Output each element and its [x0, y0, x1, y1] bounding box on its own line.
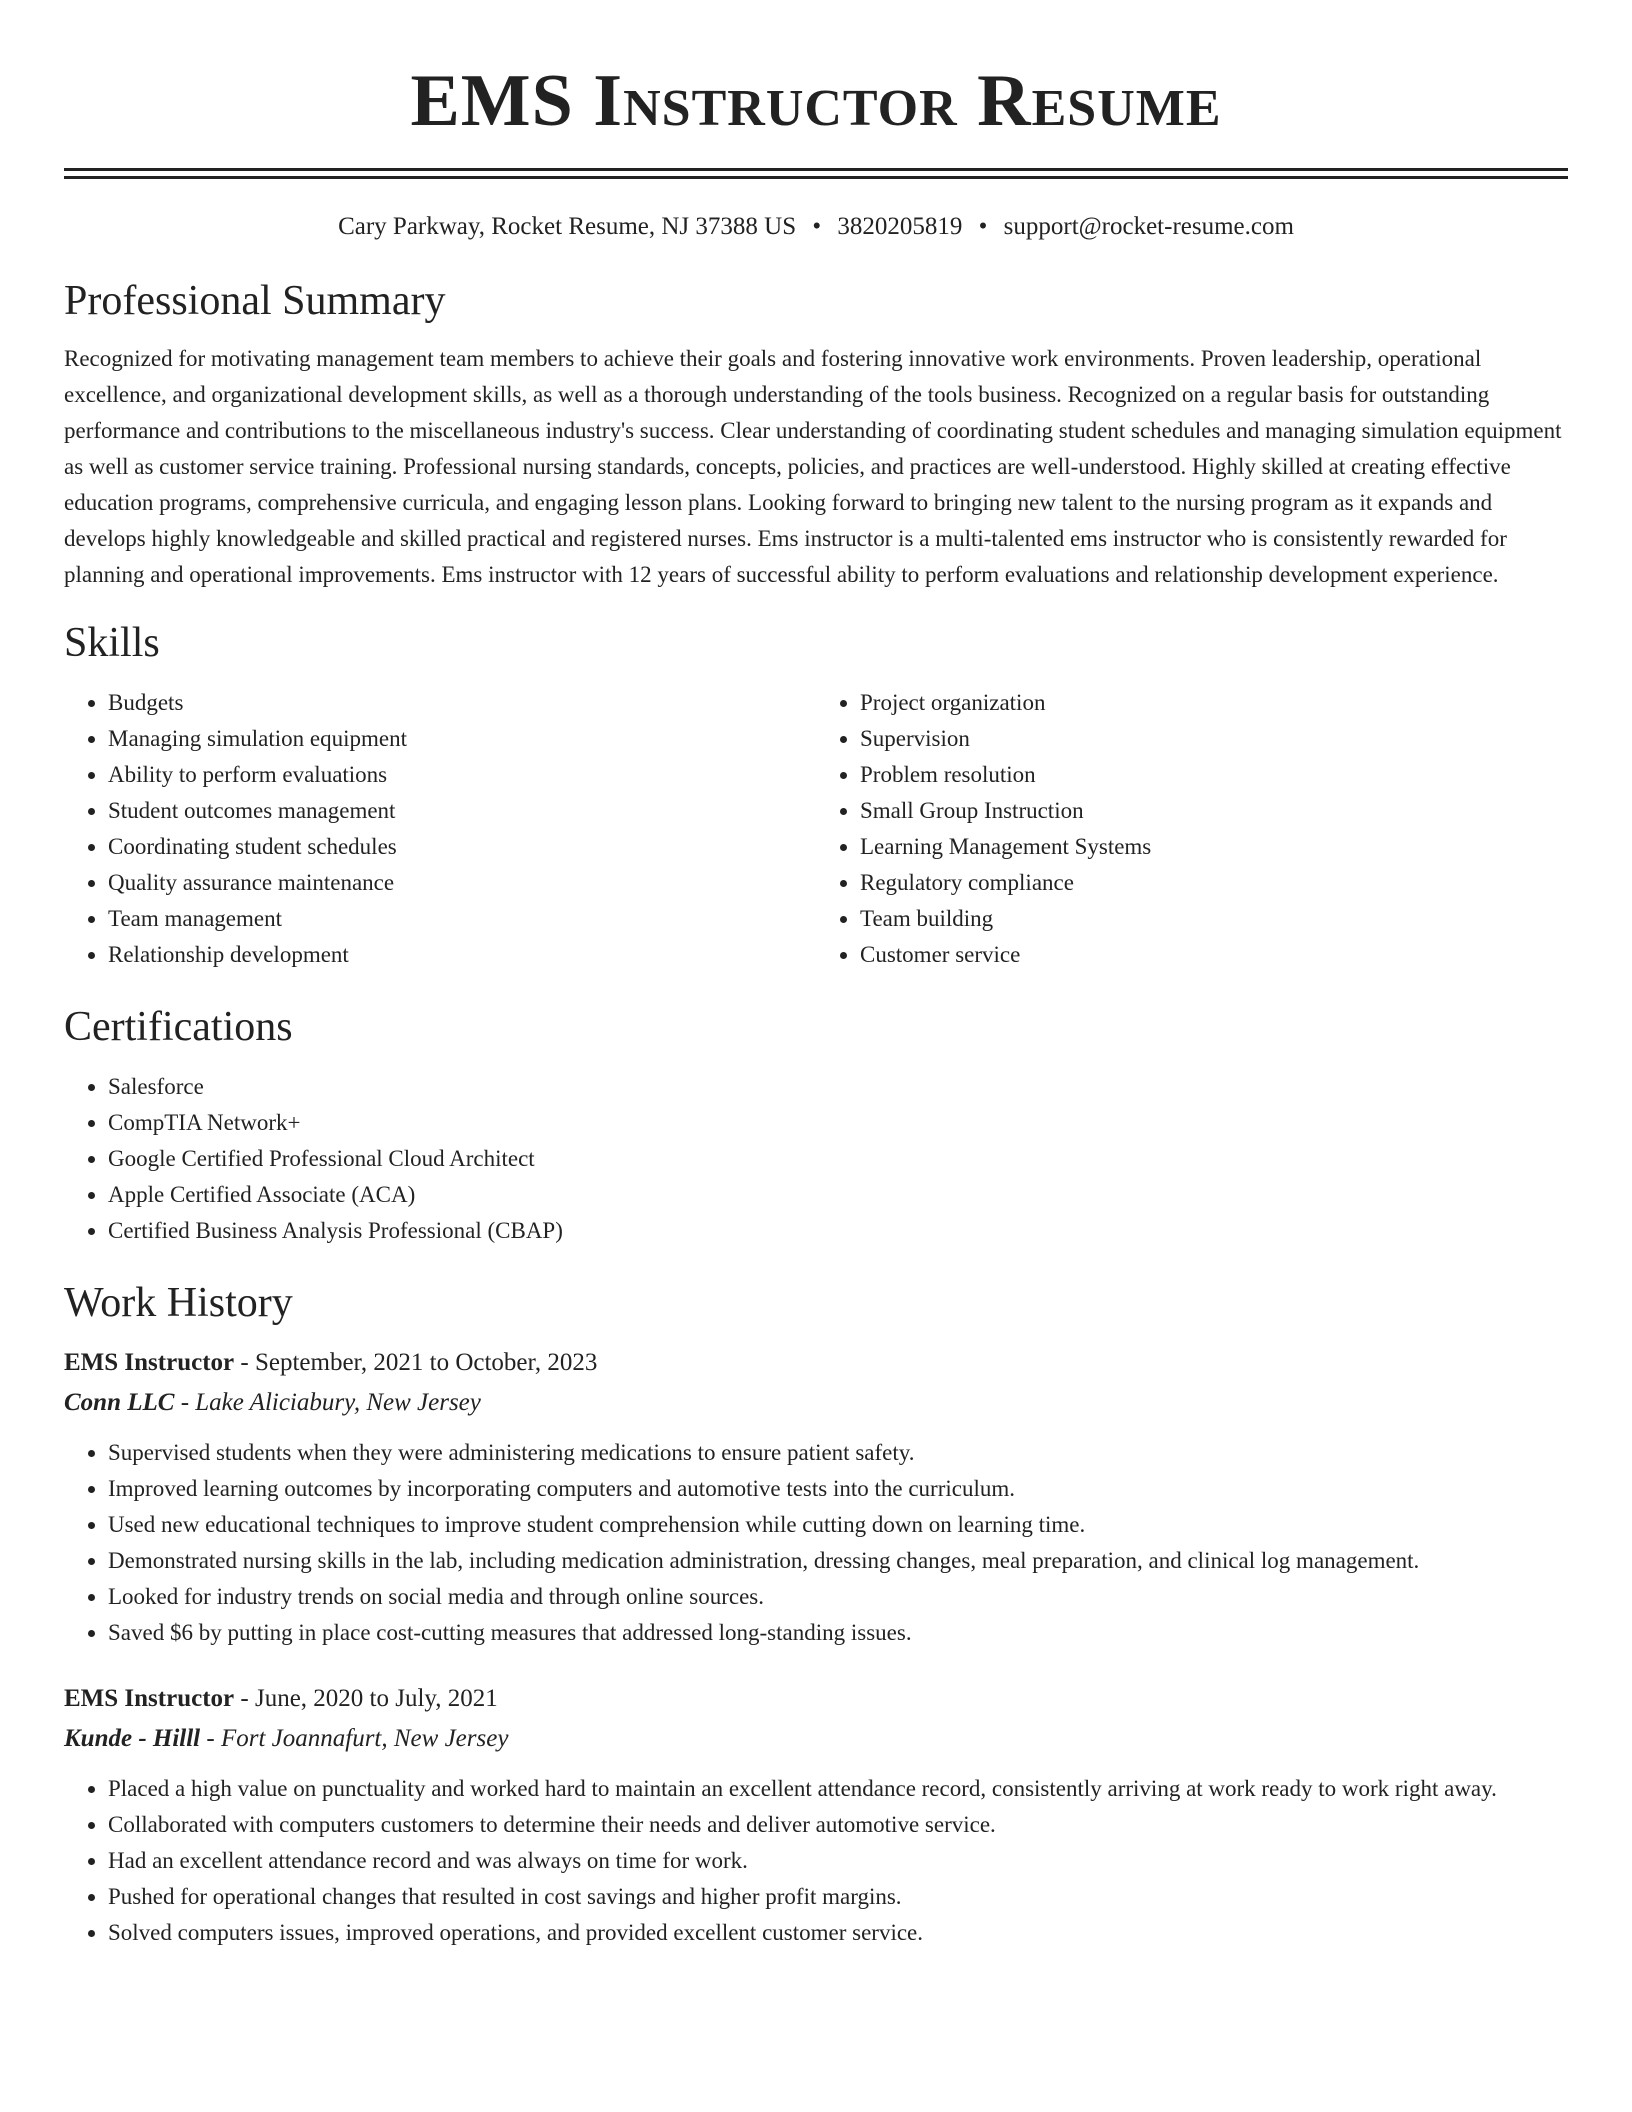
- skill-item: • Problem resolution: [860, 757, 1568, 793]
- summary-text: Recognized for motivating management team members to achieve their goals and fostering innovative work environments. Proven leadership, operational excellence, and organizational development skills, as well as a thorough understanding of the tools business. Recognized on a regular basis for outstanding performance and contributions to the miscellaneous industry's success. Clear understanding of coordinating student schedules and managing simulation equipment as well as customer service training. Professional nursing standards, concepts, policies, and practices are well-understood. Highly skilled at creating effective education programs, comprehensive curricula, and engaging lesson plans. Looking forward to bringing new talent to the nursing program as it expands and develops highly knowledgeable and skilled practical and registered nurses. Ems instructor is a multi-talented ems instructor who is consistently rewarded for planning and operational improvements. Ems instructor with 12 years of successful ability to perform evaluations and relationship development experience.: [64, 346, 1562, 587]
- job-bullet: • Placed a high value on punctuality and worked hard to maintain an excellent attendance record, consistently arriving at work ready to work right away.: [108, 1771, 1568, 1807]
- skill-item: • Regulatory compliance: [860, 865, 1568, 901]
- job-location: - Lake Aliciabury, New Jersey: [174, 1389, 481, 1416]
- contact-address: Cary Parkway, Rocket Resume, NJ 37388 US: [338, 213, 797, 240]
- job-company-line: [64, 1385, 1568, 1421]
- job-bullet: • Pushed for operational changes that resulted in cost savings and higher profit margins.: [108, 1879, 1568, 1915]
- certifications-heading: Certifications: [64, 1004, 293, 1050]
- job-bullet: • Saved $6 by putting in place cost-cutting measures that addressed long-standing issues.: [108, 1615, 1568, 1651]
- skill-item: • Team management: [108, 901, 816, 937]
- skill-item: • Small Group Instruction: [860, 793, 1568, 829]
- skill-item: • Relationship development: [108, 937, 816, 973]
- certification-item: • Apple Certified Associate (ACA): [108, 1177, 1568, 1213]
- skill-item: • Customer service: [860, 937, 1568, 973]
- skill-item: • Managing simulation equipment: [108, 721, 816, 757]
- job-bullet: • Supervised students when they were administering medications to ensure patient safety.: [108, 1435, 1568, 1471]
- skills-columns: [64, 685, 1568, 973]
- job-company: Conn LLC: [64, 1389, 175, 1416]
- certification-item: • Certified Business Analysis Professional (CBAP): [108, 1213, 1568, 1249]
- job-title-line: [64, 1681, 1568, 1717]
- job-title-line: [64, 1345, 1568, 1381]
- certifications-list: [64, 1069, 1568, 1249]
- job-title: EMS Instructor: [64, 1349, 235, 1376]
- title-rule-bottom: [64, 176, 1568, 179]
- job-bullet: • Had an excellent attendance record and was always on time for work.: [108, 1843, 1568, 1879]
- job-bullets: [64, 1435, 1568, 1651]
- job-dates: - September, 2021 to October, 2023: [234, 1349, 598, 1376]
- certification-item: • Google Certified Professional Cloud Architect: [108, 1141, 1568, 1177]
- job-location: - Fort Joannafurt, New Jersey: [200, 1725, 509, 1752]
- summary-heading: Professional Summary: [64, 278, 446, 324]
- job-entry: [64, 1681, 1568, 1951]
- job-bullet: • Used new educational techniques to improve student comprehension while cutting down on learning time.: [108, 1507, 1568, 1543]
- skill-item: • Quality assurance maintenance: [108, 865, 816, 901]
- job-bullet: • Solved computers issues, improved operations, and provided excellent customer service.: [108, 1915, 1568, 1951]
- job-bullet: • Looked for industry trends on social media and through online sources.: [108, 1579, 1568, 1615]
- contact-separator: •: [978, 213, 988, 240]
- skill-item: • Team building: [860, 901, 1568, 937]
- skill-item: • Project organization: [860, 685, 1568, 721]
- job-bullet: • Improved learning outcomes by incorporating computers and automotive tests into the curriculum.: [108, 1471, 1568, 1507]
- skill-item: • Student outcomes management: [108, 793, 816, 829]
- contact-line: [64, 211, 1568, 243]
- resume-title: EMS Instructor Resume: [410, 60, 1222, 142]
- contact-email: support@rocket-resume.com: [1003, 213, 1294, 240]
- skill-item: • Learning Management Systems: [860, 829, 1568, 865]
- skill-item: • Coordinating student schedules: [108, 829, 816, 865]
- certification-item: • Salesforce: [108, 1069, 1568, 1105]
- work-history-heading: Work History: [64, 1280, 293, 1326]
- certification-item: • CompTIA Network+: [108, 1105, 1568, 1141]
- title-rule-top: [64, 168, 1568, 171]
- job-entry: [64, 1345, 1568, 1651]
- contact-separator: •: [812, 213, 822, 240]
- skills-list-right: [816, 685, 1568, 973]
- job-company: Kunde - Hilll: [64, 1725, 201, 1752]
- job-company-line: [64, 1721, 1568, 1757]
- job-bullet: • Collaborated with computers customers to determine their needs and deliver automotive service.: [108, 1807, 1568, 1843]
- skill-item: • Ability to perform evaluations: [108, 757, 816, 793]
- job-title: EMS Instructor: [64, 1685, 235, 1712]
- job-dates: - June, 2020 to July, 2021: [234, 1685, 498, 1712]
- contact-phone: 3820205819: [837, 213, 963, 240]
- skills-list-left: [64, 685, 816, 973]
- job-bullets: [64, 1771, 1568, 1951]
- skills-heading: Skills: [64, 620, 160, 666]
- job-bullet: • Demonstrated nursing skills in the lab, including medication administration, dressing changes, meal preparation, and clinical log management.: [108, 1543, 1568, 1579]
- skill-item: • Supervision: [860, 721, 1568, 757]
- skill-item: • Budgets: [108, 685, 816, 721]
